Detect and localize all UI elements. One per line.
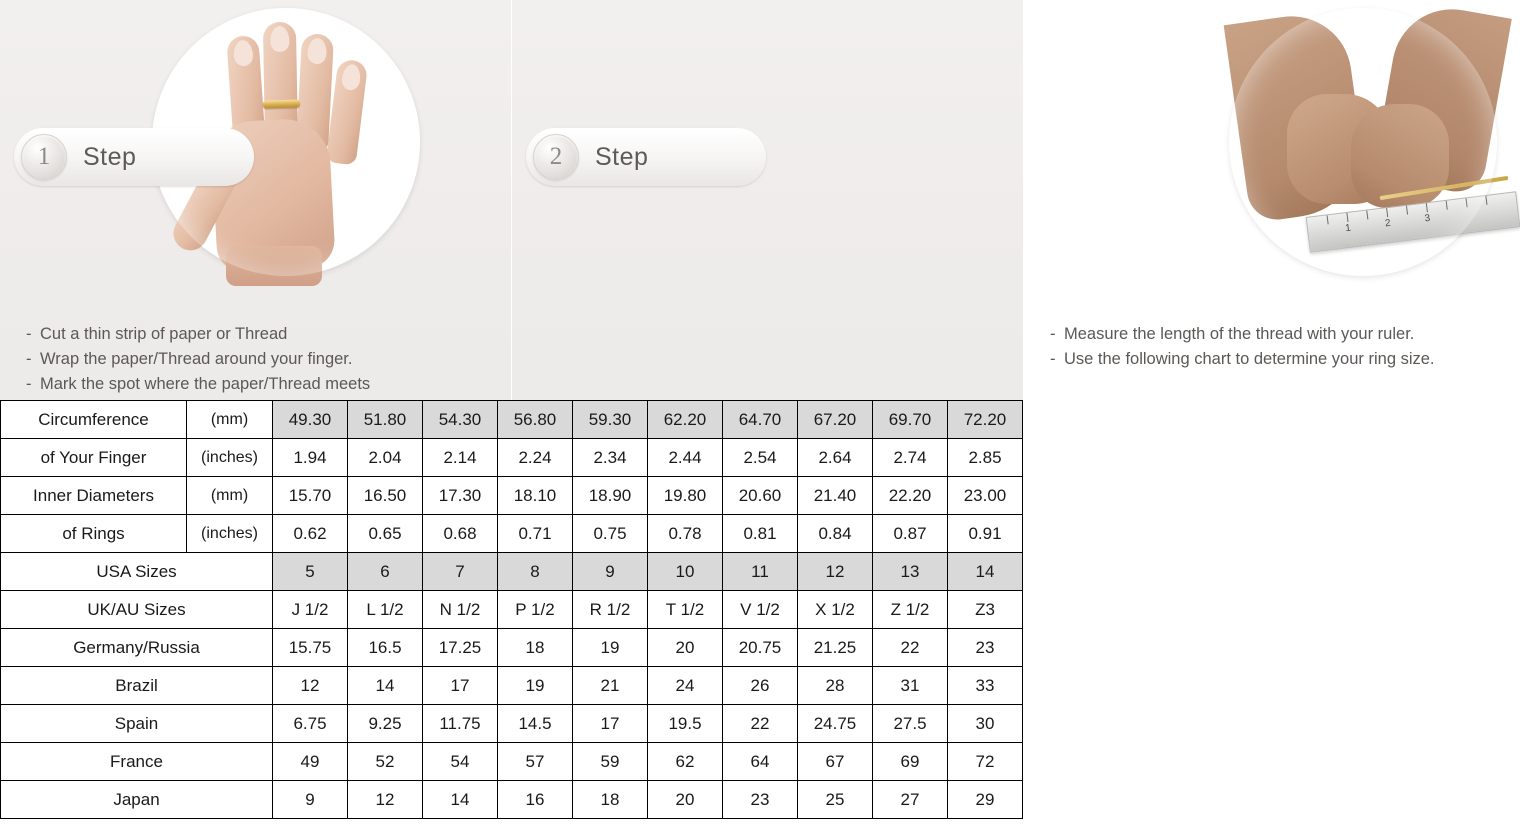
cell: 31: [873, 667, 948, 705]
step-number: 1: [21, 134, 67, 180]
cell: L 1/2: [348, 591, 423, 629]
cell: 59: [573, 743, 648, 781]
fingernail: [307, 38, 328, 65]
cell: 22.20: [873, 477, 948, 515]
cell: 7: [423, 553, 498, 591]
cell: 51.80: [348, 401, 423, 439]
step-1-instructions: [26, 322, 370, 397]
cell: 49.30: [273, 401, 348, 439]
bullet-dash: -: [1050, 325, 1056, 343]
cell: 19.5: [648, 705, 723, 743]
cell: 2.44: [648, 439, 723, 477]
cell: 20: [648, 781, 723, 819]
table-row-spain: [1, 705, 1023, 743]
cell: 8: [498, 553, 573, 591]
cell: 20.60: [723, 477, 798, 515]
table-row-germany-russia: [1, 629, 1023, 667]
cell: 18.90: [573, 477, 648, 515]
cell: R 1/2: [573, 591, 648, 629]
cell: 0.91: [948, 515, 1023, 553]
cell: 12: [348, 781, 423, 819]
step-2-instructions: [1050, 322, 1435, 372]
fingernail: [341, 63, 362, 91]
cell: J 1/2: [273, 591, 348, 629]
row-label: Germany/Russia: [1, 629, 273, 667]
cell: 28: [798, 667, 873, 705]
wrist: [226, 246, 322, 286]
cell: 0.87: [873, 515, 948, 553]
ruler-mark: 1: [1344, 222, 1352, 235]
step-number: 2: [533, 134, 579, 180]
cell: 6: [348, 553, 423, 591]
instruction-text: Mark the spot where the paper/Thread meets: [40, 375, 371, 393]
instruction-text: Measure the length of the thread with your ruler.: [1064, 325, 1415, 343]
cell: 57: [498, 743, 573, 781]
cell: T 1/2: [648, 591, 723, 629]
row-label: USA Sizes: [1, 553, 273, 591]
cell: 2.34: [573, 439, 648, 477]
hands-with-ruler-illustration: [1229, 8, 1497, 276]
step-badge-2: [526, 128, 766, 186]
cell: 54.30: [423, 401, 498, 439]
cell: X 1/2: [798, 591, 873, 629]
cell: 16.5: [348, 629, 423, 667]
cell: 19: [498, 667, 573, 705]
cell: 9: [273, 781, 348, 819]
cell: 15.70: [273, 477, 348, 515]
instruction-line: [26, 322, 370, 347]
cell: 12: [273, 667, 348, 705]
cell: 9: [573, 553, 648, 591]
cell: 2.14: [423, 439, 498, 477]
cell: Z 1/2: [873, 591, 948, 629]
cell: 27: [873, 781, 948, 819]
row-label: Spain: [1, 705, 273, 743]
cell: 62.20: [648, 401, 723, 439]
cell: 59.30: [573, 401, 648, 439]
cell: 2.85: [948, 439, 1023, 477]
ruler-mark: 3: [1424, 212, 1431, 225]
cell: 0.62: [273, 515, 348, 553]
table-row: [1, 477, 1023, 515]
thread-on-finger: [263, 99, 300, 108]
ruler-mark: 2: [1384, 217, 1392, 230]
bullet-dash: -: [26, 375, 32, 393]
row-unit: (inches): [187, 439, 273, 477]
cell: 16: [498, 781, 573, 819]
cell: 56.80: [498, 401, 573, 439]
fingernail: [233, 39, 254, 66]
steps-section: [0, 0, 1435, 400]
cell: 11: [723, 553, 798, 591]
cell: 67: [798, 743, 873, 781]
cell: 23: [948, 629, 1023, 667]
cell: 23.00: [948, 477, 1023, 515]
cell: 0.71: [498, 515, 573, 553]
cell: 15.75: [273, 629, 348, 667]
row-label: Inner Diameters: [1, 477, 187, 515]
cell: 24.75: [798, 705, 873, 743]
cell: 5: [273, 553, 348, 591]
cell: 6.75: [273, 705, 348, 743]
bullet-dash: -: [26, 325, 32, 343]
cell: 69: [873, 743, 948, 781]
cell: 17: [573, 705, 648, 743]
cell: 0.68: [423, 515, 498, 553]
step-panel-2: [512, 0, 1435, 400]
cell: 30: [948, 705, 1023, 743]
cell: 0.84: [798, 515, 873, 553]
cell: 18.10: [498, 477, 573, 515]
step-2-photo: [1229, 8, 1497, 276]
instruction-text: Wrap the paper/Thread around your finger.: [40, 350, 353, 368]
step-panel-1: [0, 0, 511, 400]
cell: 2.04: [348, 439, 423, 477]
cell: 2.64: [798, 439, 873, 477]
cell: 14: [423, 781, 498, 819]
ring-size-table: [0, 400, 1023, 819]
cell: 24: [648, 667, 723, 705]
cell: 54: [423, 743, 498, 781]
cell: 0.75: [573, 515, 648, 553]
row-unit: (mm): [187, 401, 273, 439]
cell: 33: [948, 667, 1023, 705]
cell: 49: [273, 743, 348, 781]
bullet-dash: -: [1050, 350, 1056, 368]
row-label: of Your Finger: [1, 439, 187, 477]
table-row: [1, 515, 1023, 553]
step-label: Step: [595, 142, 649, 171]
cell: 72.20: [948, 401, 1023, 439]
cell: 2.24: [498, 439, 573, 477]
table-row-japan: [1, 781, 1023, 819]
cell: 22: [873, 629, 948, 667]
cell: 16.50: [348, 477, 423, 515]
cell: N 1/2: [423, 591, 498, 629]
row-label: Japan: [1, 781, 273, 819]
row-label: UK/AU Sizes: [1, 591, 273, 629]
cell: 17.30: [423, 477, 498, 515]
row-label: France: [1, 743, 273, 781]
cell: 21: [573, 667, 648, 705]
cell: 19.80: [648, 477, 723, 515]
instruction-line: [26, 347, 370, 372]
cell: 2.54: [723, 439, 798, 477]
cell: 12: [798, 553, 873, 591]
cell: 20: [648, 629, 723, 667]
cell: 9.25: [348, 705, 423, 743]
cell: 19: [573, 629, 648, 667]
cell: P 1/2: [498, 591, 573, 629]
instruction-text: Use the following chart to determine your ring size.: [1064, 350, 1435, 368]
cell: 23: [723, 781, 798, 819]
row-unit: (inches): [187, 515, 273, 553]
cell: 10: [648, 553, 723, 591]
cell: 69.70: [873, 401, 948, 439]
instruction-text: Cut a thin strip of paper or Thread: [40, 325, 288, 343]
step-badge-1: [14, 128, 254, 186]
cell: 11.75: [423, 705, 498, 743]
cell: 14.5: [498, 705, 573, 743]
cell: 0.81: [723, 515, 798, 553]
cell: 18: [498, 629, 573, 667]
table-row-france: [1, 743, 1023, 781]
cell: 21.25: [798, 629, 873, 667]
fingernail: [270, 26, 290, 52]
cell: 17.25: [423, 629, 498, 667]
cell: 29: [948, 781, 1023, 819]
row-label: Brazil: [1, 667, 273, 705]
cell: 67.20: [798, 401, 873, 439]
cell: 14: [948, 553, 1023, 591]
cell: 22: [723, 705, 798, 743]
cell: V 1/2: [723, 591, 798, 629]
cell: 14: [348, 667, 423, 705]
row-label: Circumference: [1, 401, 187, 439]
cell: 64: [723, 743, 798, 781]
cell: 0.78: [648, 515, 723, 553]
step-label: Step: [83, 142, 137, 171]
cell: 18: [573, 781, 648, 819]
instruction-line: [1050, 322, 1435, 347]
row-label: of Rings: [1, 515, 187, 553]
instruction-line: [1050, 347, 1435, 372]
bullet-dash: -: [26, 350, 32, 368]
cell: 0.65: [348, 515, 423, 553]
cell: 25: [798, 781, 873, 819]
table-row: [1, 439, 1023, 477]
cell: 52: [348, 743, 423, 781]
cell: 1.94: [273, 439, 348, 477]
cell: 21.40: [798, 477, 873, 515]
cell: 72: [948, 743, 1023, 781]
table-row-brazil: [1, 667, 1023, 705]
cell: 2.74: [873, 439, 948, 477]
cell: 13: [873, 553, 948, 591]
cell: 64.70: [723, 401, 798, 439]
table-row-uk-au-sizes: [1, 591, 1023, 629]
table-row-usa-sizes: [1, 553, 1023, 591]
cell: 26: [723, 667, 798, 705]
cell: Z3: [948, 591, 1023, 629]
cell: 62: [648, 743, 723, 781]
cell: 20.75: [723, 629, 798, 667]
cell: 27.5: [873, 705, 948, 743]
finger-pinky: [326, 59, 368, 166]
table-row: [1, 401, 1023, 439]
instruction-line: [26, 372, 370, 397]
row-unit: (mm): [187, 477, 273, 515]
cell: 17: [423, 667, 498, 705]
